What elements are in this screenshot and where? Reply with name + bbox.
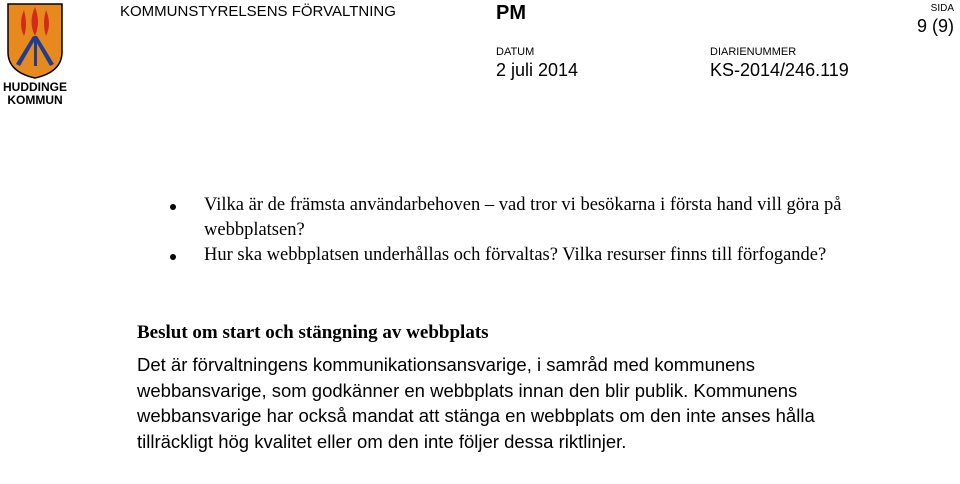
diary-number-value: KS-2014/246.119 (710, 60, 849, 80)
bullet-icon (170, 254, 176, 260)
bullet-icon (170, 204, 176, 210)
page-number: 9 (9) (916, 16, 954, 36)
date-label: DATUM (496, 46, 535, 58)
bullet-list (168, 193, 868, 268)
page-label: SIDA (930, 3, 954, 14)
date-value: 2 juli 2014 (496, 60, 579, 80)
section-body: Det är förvaltningens kommunikationsansvarige, i samråd med kommunens webbansvarige, som godkänner en webbplats innan den blir publik. Kommunens webbansvarige har också mandat att stänga en webbplats om den inte anses hålla tillräckligt hög kvalitet eller om den inte följer dessa riktlinjer. (137, 354, 815, 452)
list-item-text: Hur ska webbplatsen underhållas och förvaltas? Vilka resurser finns till förfogande? (204, 245, 827, 265)
logo-text-line1: HUDDINGE (2, 80, 67, 94)
list-item (168, 193, 868, 243)
logo-text-line2: KOMMUN (7, 93, 63, 107)
municipality-logo (0, 0, 70, 108)
organization-name: KOMMUNSTYRELSENS FÖRVALTNING (120, 3, 396, 20)
document-type: PM (496, 2, 526, 24)
list-item-text: Vilka är de främsta användarbehoven – vad tror vi besökarna i första hand vill göra på webbplatsen? (204, 195, 842, 240)
section-heading: Beslut om start och stängning av webbplats (137, 322, 489, 343)
diary-number-label: DIARIENUMMER (710, 46, 797, 58)
list-item (168, 243, 868, 268)
coat-of-arms-icon (6, 2, 64, 80)
